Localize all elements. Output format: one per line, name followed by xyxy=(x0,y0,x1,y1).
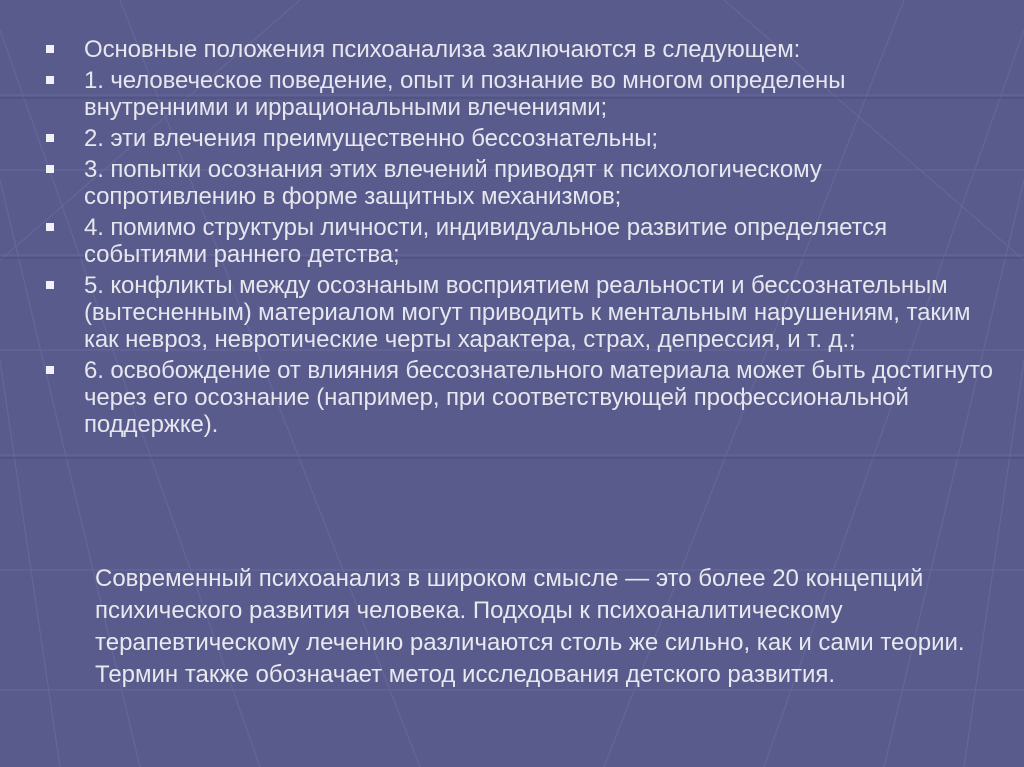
bullet-text: 5. конфликты между осознаным восприятием реальности и бессознательным (вытесненным) материалом могут приводить к ментальным нарушениям, таким как невроз, невротические черты характера, страх, депрессия, и т. д.; xyxy=(84,272,971,353)
bullet-text: 2. эти влечения преимущественно бессознательны; xyxy=(84,125,658,152)
bullet-text: 1. человеческое поведение, опыт и познание во многом определены внутренними и иррациональными влечениями; xyxy=(84,67,846,121)
bullet-text: Основные положения психоанализа заключаются в следующем: xyxy=(84,36,801,63)
bullet-item xyxy=(44,67,994,121)
bullet-item xyxy=(44,156,994,210)
square-bullet-icon xyxy=(46,76,54,84)
square-bullet-icon xyxy=(46,223,54,231)
square-bullet-icon xyxy=(46,134,54,142)
square-bullet-icon xyxy=(46,281,54,289)
bullet-text: 4. помимо структуры личности, индивидуальное развитие определяется событиями раннего детства; xyxy=(84,214,887,268)
bullet-item xyxy=(44,214,994,268)
bullet-item xyxy=(44,357,994,438)
bullet-item xyxy=(44,36,994,63)
bullet-text: 3. попытки осознания этих влечений приводят к психологическому сопротивлению в форме защитных механизмов; xyxy=(84,156,822,210)
summary-paragraph: Современный психоанализ в широком смысле — это более 20 концепций психического развития человека. Подходы к психоаналитическому терапевтическому лечению различаются столь же сильно, как и сами теории. Термин также обозначает метод исследования детского развития. xyxy=(95,565,965,688)
bullet-item xyxy=(44,125,994,152)
bullet-item xyxy=(44,272,994,353)
square-bullet-icon xyxy=(46,45,54,53)
square-bullet-icon xyxy=(46,366,54,374)
bullet-list xyxy=(44,36,994,442)
square-bullet-icon xyxy=(46,165,54,173)
bullet-text: 6. освобождение от влияния бессознательного материала может быть достигнуто через его осознание (например, при соответствующей профессиональной поддержке). xyxy=(84,357,993,438)
